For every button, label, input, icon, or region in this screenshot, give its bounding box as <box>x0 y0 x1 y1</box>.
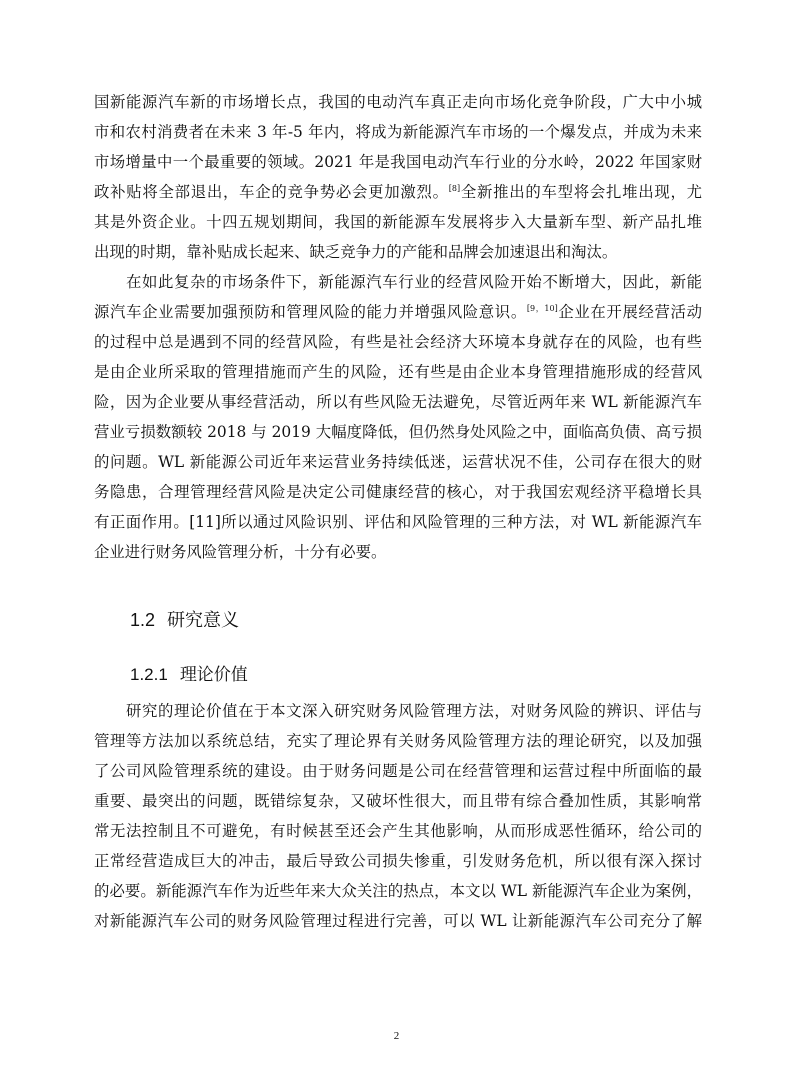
para1-line-3: 市场增量中一个最重要的领域。2021 年是我国电动汽车行业的分水岭，2022 年国家财 <box>94 153 702 171</box>
para3-line-7: 的必要。新能源汽车作为近些年来大众关注的热点，本文以 WL 新能源汽车企业为案例， <box>94 882 702 900</box>
para2-line-1: 在如此复杂的市场条件下，新能源汽车行业的经营风险开始不断增大，因此，新能 <box>126 273 702 291</box>
citation-9-10: [9，10] <box>526 304 558 313</box>
para3-line-5: 常无法控制且不可避免，有时候甚至还会产生其他影响，从而形成恶性循环，给公司的 <box>94 822 702 840</box>
para2-line-8: 务隐患，合理管理经营风险是决定公司健康经营的核心，对于我国宏观经济平稳增长具 <box>94 483 702 501</box>
para2-line-10: 企业进行财务风险管理分析，十分有必要。 <box>94 543 387 561</box>
para2-line-9: 有正面作用。[11]所以通过风险识别、评估和风险管理的三种方法，对 WL 新能源汽车 <box>94 513 702 531</box>
page-number: 2 <box>393 1030 400 1042</box>
para1-line-4 <box>94 178 702 206</box>
para3-line-4: 重要、最突出的问题，既错综复杂，又破坏性很大，而且带有综合叠加性质，其影响常 <box>94 792 702 810</box>
para2-line-2 <box>94 298 702 326</box>
para2-line-7: 的问题。WL 新能源公司近年来运营业务持续低迷，运营状况不佳，公司存在很大的财 <box>94 453 702 471</box>
section-heading-1-2-1 <box>130 660 248 690</box>
para3-line-8: 对新能源汽车公司的财务风险管理过程进行完善，可以 WL 让新能源汽车公司充分了解 <box>94 912 702 930</box>
para1-line-2: 市和农村消费者在未来 3 年-5 年内，将成为新能源汽车市场的一个爆发点，并成为未来 <box>94 123 702 141</box>
section-number: 1.2 <box>130 610 156 630</box>
para1-line-4-text-a: 政补贴将全部退出，车企的竞争势必会更加激烈。 <box>94 183 449 201</box>
para2-line-6: 营业亏损数额较 2018 与 2019 大幅度降低，但仍然身处风险之中，面临高负债、高亏损 <box>94 423 702 441</box>
para3-line-1: 研究的理论价值在于本文深入研究财务风险管理方法，对财务风险的辨识、评估与 <box>126 702 702 720</box>
section-title: 研究意义 <box>167 610 240 631</box>
para2-line-2-text-b: 企业在开展经营活动 <box>557 303 702 321</box>
para1-line-4-text-b: 全新推出的车型将会扎堆出现，尤 <box>460 183 702 201</box>
para2-line-3: 的过程中总是遇到不同的经营风险，有些是社会经济大环境本身就存在的风险，也有些 <box>94 333 702 351</box>
para3-line-2: 管理等方法加以系统总结，充实了理论界有关财务风险管理方法的理论研究，以及加强 <box>94 732 702 750</box>
para1-line-6: 出现的时期，靠补贴成长起来、缺乏竞争力的产能和品牌会加速退出和淘汰。 <box>94 243 618 261</box>
citation-8: [8] <box>448 184 461 193</box>
para2-line-5: 险，因为企业要从事经营活动，所以有些风险无法避免，尽管近两年来 WL 新能源汽车 <box>94 393 702 411</box>
para3-line-6: 正常经营造成巨大的冲击，最后导致公司损失惨重，引发财务危机，所以很有深入探讨 <box>94 852 702 870</box>
subsection-title: 理论价值 <box>179 665 248 685</box>
para1-line-1: 国新能源汽车新的市场增长点，我国的电动汽车真正走向市场化竞争阶段，广大中小城 <box>94 93 702 111</box>
para2-line-2-text-a: 源汽车企业需要加强预防和管理风险的能力并增强风险意识。 <box>94 303 527 321</box>
section-heading-1-2 <box>130 605 239 635</box>
subsection-number: 1.2.1 <box>130 665 168 684</box>
para2-line-4: 是由企业所采取的管理措施而产生的风险，还有些是由企业本身管理措施形成的经营风 <box>94 363 702 381</box>
para3-line-3: 了公司风险管理系统的建设。由于财务问题是公司在经营管理和运营过程中所面临的最 <box>94 762 702 780</box>
para1-line-5: 其是外资企业。十四五规划期间，我国的新能源车发展将步入大量新车型、新产品扎堆 <box>94 213 702 231</box>
